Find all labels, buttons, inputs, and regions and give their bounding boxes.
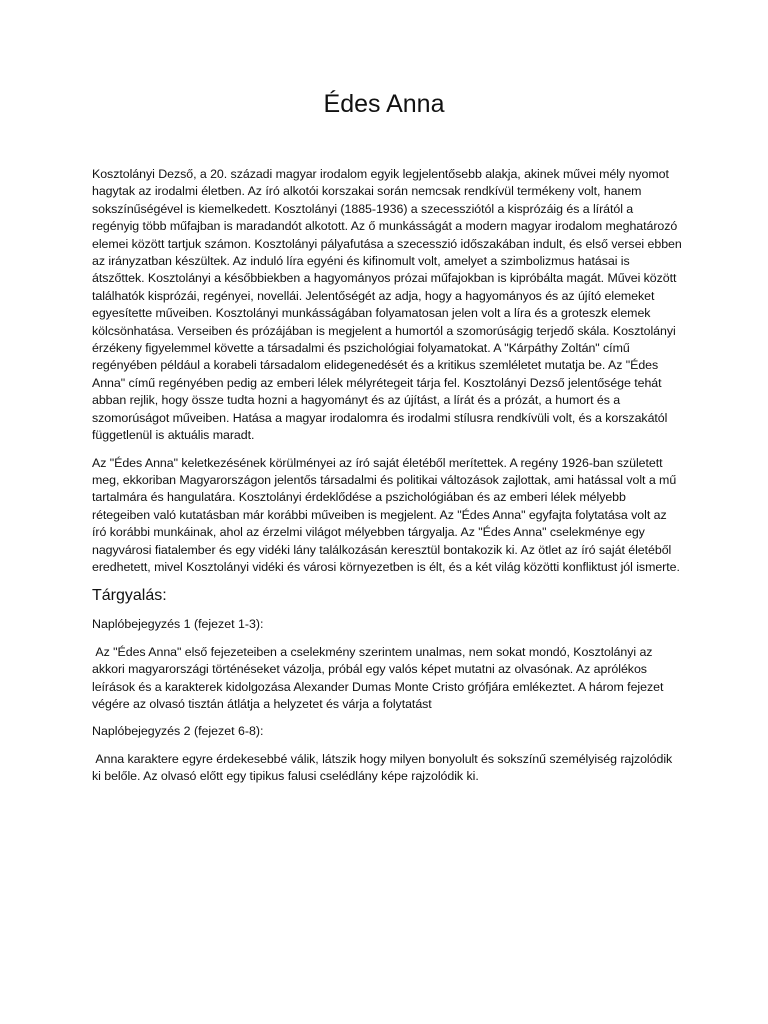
origin-paragraph: Az "Édes Anna" keletkezésének körülményei az író saját életéből merítettek. A regény 1926-ban született meg, ekkoriban Magyarországon jelentős társadalmi és politikai változások zajlottak, ami hatással volt a mű tartalmára és hangulatára. Kosztolányi érdeklődése a pszichológiában és az emberi lélek mélyebb rétegeiben való kutatásban már korábbi műveiben is megjelent. Az "Édes Anna" egyfajta folytatása volt az író korábbi munkáinak, ahol az érzelmi világot mélyebben tárgyalja. Az "Édes Anna" cselekménye egy nagyvárosi fiatalember és egy vidéki lány találkozásán keresztül bontakozik ki. Az ötlet az író saját életéből eredhetett, mivel Kosztolányi vidéki és városi környezetben is élt, és a két világ közötti konfliktust jól ismerte. bbox=[92, 455, 680, 574]
document-title: Édes Anna bbox=[323, 90, 445, 118]
section-heading: Tárgyalás: bbox=[92, 587, 167, 605]
intro-paragraph: Kosztolányi Dezső, a 20. századi magyar irodalom egyik legjelentősebb alakja, akinek művei mély nyomot hagytak az irodalmi életben. Az író alkotói korszakai során nemcsak rendkívül termékeny volt, hanem sokszínűségével is kiemelkedett. Kosztolányi (1885-1936) a szecessziótól a kisprózáig és a lírától a regényig több műfajban is maradandót alkotott. Az ő munkásságát a modern magyar irodalom meghatározó elemei között tartjuk számon. Kosztolányi pályafutása a szecesszió időszakában indult, és első versei ebben az irányzatban készültek. Az induló líra egyéni és kifinomult volt, amelyet a szimbolizmus hatásai is átszőttek. Kosztolányi a későbbiekben a hagyományos prózai műfajokban is kipróbálta magát. Művei között találhatók kisprózái, regényei, novellái. Jelentőségét az adja, hogy a hagyományos és az újító elemeket egyesítette műveiben. Kosztolányi munkásságában folyamatosan jelen volt a líra és a groteszk elemek kölcsönhatása. Verseiben és prózájában is megjelent a humortól a szomorúságig terjedő skála. Kosztolányi érzékeny figyelemmel követte a társadalmi és pszichológiai folyamatokat. A "Kárpáthy Zoltán" című regényében például a korabeli társadalom elidegenedését és a kritikus szemléletet mutatja be. Az "Édes Anna" című regényében pedig az emberi lélek mélyrétegeit tárja fel. Kosztolányi Dezső jelentősége tehát abban rejlik, hogy össze tudta hozni a hagyományt és az újítást, a lírát és a prózát, a humort és a szomorúságot műveiben. Hatása a magyar irodalomra és irodalmi stílusra rendkívüli volt, és a korszakától függetlenül is aktuális maradt. bbox=[92, 167, 682, 443]
diary-entry-1-heading: Naplóbejegyzés 1 (fejezet 1-3): bbox=[92, 617, 264, 632]
document-body bbox=[92, 166, 682, 796]
diary-entry-2-heading: Naplóbejegyzés 2 (fejezet 6-8): bbox=[92, 724, 264, 739]
diary-entry-2-text: Anna karaktere egyre érdekesebbé válik, látszik hogy milyen bonyolult és sokszínű személyiség rajzolódik ki belőle. Az olvasó előtt egy tipikus falusi cselédlány képe rajzolódik ki. bbox=[92, 751, 676, 784]
diary-entry-1-text: Az "Édes Anna" első fejezeteiben a cselekmény szerintem unalmas, nem sokat mondó, Kosztolányi az akkori magyarországi történéseket vázolja, próbál egy valós képet mutatni az olvasónak. Az aprólékos leírások és a karakterek kidolgozása Alexander Dumas Monte Cristo grófjára emlékeztet. A három fejezet végére az olvasó tisztán átlátja a helyzetet és várja a folytatást bbox=[92, 644, 667, 711]
